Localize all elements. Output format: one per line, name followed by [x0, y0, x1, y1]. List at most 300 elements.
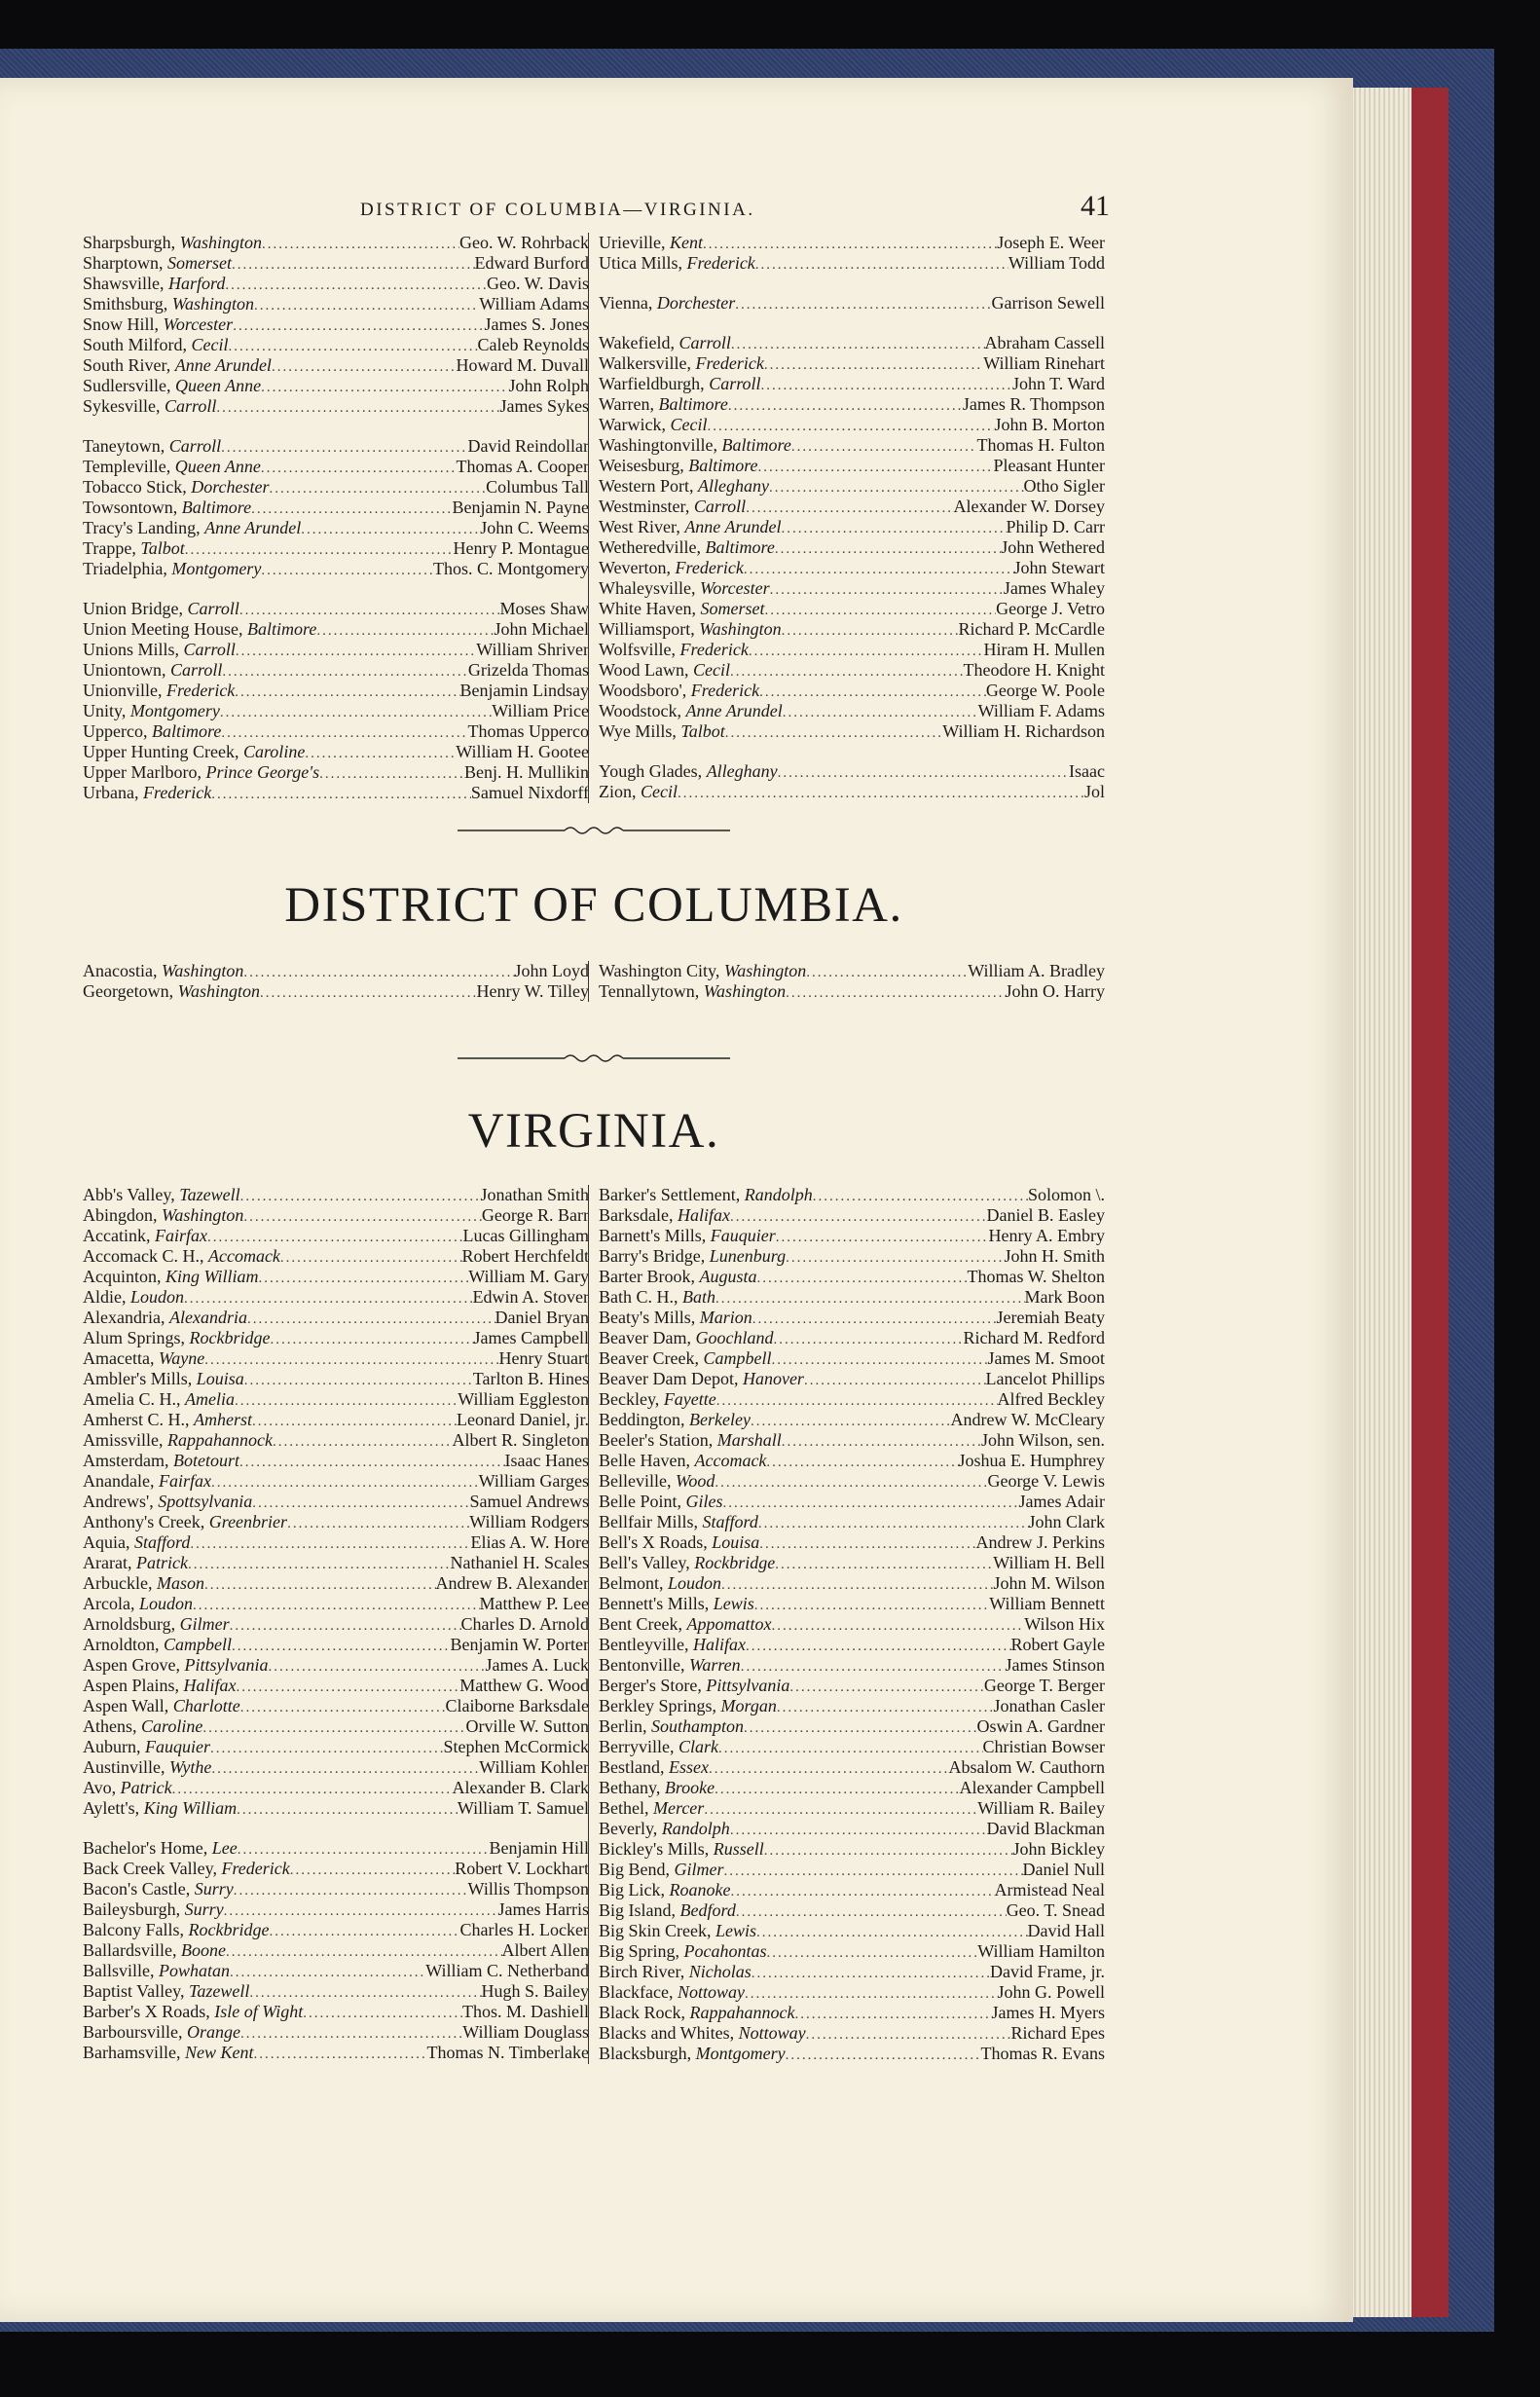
place-and-county — [599, 1982, 745, 2003]
dot-leader — [252, 1412, 457, 1430]
dot-leader — [239, 1453, 505, 1471]
postmaster-name: James H. Myers — [991, 2003, 1105, 2022]
postmaster-name: Jeremiah Beaty — [996, 1308, 1105, 1327]
post-office-entry — [599, 1471, 1105, 1492]
place-and-county — [599, 1492, 723, 1512]
place-name: Unions Mills, — [83, 640, 180, 659]
place-and-county — [83, 783, 211, 803]
place-and-county — [599, 394, 728, 415]
post-office-entry — [83, 599, 589, 619]
place-and-county — [83, 314, 233, 335]
county-name: Dorchester — [656, 293, 736, 313]
place-and-county — [83, 1471, 211, 1492]
county-name: Cecil — [191, 335, 229, 354]
county-name: Frederick — [166, 681, 236, 700]
place-name: Big Skin Creek, — [599, 1921, 712, 1940]
post-office-entry — [599, 1737, 1105, 1757]
place-and-county — [83, 1655, 268, 1676]
place-name: Bell's X Roads, — [599, 1532, 708, 1552]
place-and-county — [599, 1205, 730, 1226]
post-office-entry — [83, 2002, 589, 2022]
dot-leader — [211, 785, 471, 803]
postmaster-name: William H. Richardson — [942, 721, 1105, 741]
place-and-county — [83, 294, 254, 314]
dot-leader — [259, 1269, 469, 1287]
post-office-entry — [599, 1921, 1105, 1941]
section-gap — [599, 313, 1105, 333]
post-office-entry — [599, 2003, 1105, 2023]
post-office-entry — [599, 1532, 1105, 1553]
county-name: Fairfax — [158, 1471, 211, 1491]
postmaster-name: John B. Morton — [994, 415, 1105, 434]
dot-leader — [769, 478, 1023, 497]
post-office-entry — [599, 537, 1105, 558]
place-and-county — [83, 396, 216, 417]
place-name: Beckley, — [599, 1389, 660, 1409]
post-office-entry — [599, 961, 1105, 981]
post-office-entry — [83, 1838, 589, 1859]
county-name: Loudon — [130, 1287, 185, 1307]
dot-leader — [716, 1391, 998, 1410]
place-and-county — [599, 1553, 775, 1573]
post-office-entry — [83, 396, 589, 417]
county-name: Essex — [669, 1757, 709, 1777]
place-name: Union Meeting House, — [83, 619, 243, 639]
column-left — [83, 1185, 589, 2064]
post-office-entry — [599, 293, 1105, 313]
place-and-county — [599, 517, 781, 537]
dot-leader — [715, 1780, 959, 1798]
place-and-county — [599, 1308, 752, 1328]
place-name: Vienna, — [599, 293, 653, 313]
place-name: Ballardsville, — [83, 1940, 177, 1960]
place-and-county — [599, 415, 708, 435]
post-office-entry — [599, 1369, 1105, 1389]
dot-leader — [290, 1861, 455, 1879]
post-office-entry — [599, 640, 1105, 660]
postmaster-name: Hiram H. Mullen — [983, 640, 1105, 659]
county-name: Goochland — [695, 1328, 774, 1347]
place-name: Utica Mills, — [599, 253, 682, 273]
place-and-county — [599, 1287, 715, 1308]
post-office-entry — [83, 1798, 589, 1819]
postmaster-name: James M. Smoot — [987, 1348, 1105, 1368]
place-name: Wakefield, — [599, 333, 676, 352]
dot-leader — [234, 1881, 468, 1899]
place-name: Big Bend, — [599, 1860, 671, 1879]
post-office-entry — [83, 355, 589, 376]
dot-leader — [755, 255, 1008, 274]
place-name: Barber's X Roads, — [83, 2002, 210, 2021]
section-gap — [599, 742, 1105, 761]
postmaster-name: Daniel B. Easley — [986, 1205, 1105, 1225]
place-name: Bennett's Mills, — [599, 1594, 710, 1613]
place-and-county — [599, 1860, 724, 1880]
place-name: Upper Marlboro, — [83, 762, 202, 782]
dot-leader — [190, 1534, 470, 1553]
dc-listing — [83, 961, 1105, 1002]
postmaster-name: David Hall — [1027, 1921, 1105, 1940]
dot-leader — [244, 1371, 473, 1389]
postmaster-name: John Stewart — [1013, 558, 1105, 577]
postmaster-name: Philip D. Carr — [1006, 517, 1105, 536]
place-and-county — [83, 1267, 259, 1287]
postmaster-name: Caleb Reynolds — [477, 335, 589, 354]
county-name: Washington — [161, 961, 244, 980]
dot-leader — [761, 376, 1012, 394]
postmaster-name: Claiborne Barksdale — [445, 1696, 589, 1715]
county-name: Giles — [685, 1492, 723, 1511]
place-name: Barksdale, — [599, 1205, 674, 1225]
dot-leader — [724, 1862, 1023, 1880]
county-name: King William — [165, 1267, 259, 1286]
place-name: Amherst C. H., — [83, 1410, 190, 1429]
postmaster-name: James Whaley — [1003, 578, 1105, 598]
place-name: Berryville, — [599, 1737, 675, 1756]
post-office-entry — [599, 1696, 1105, 1716]
post-office-entry — [83, 233, 589, 253]
place-name: Abb's Valley, — [83, 1185, 175, 1204]
postmaster-name: Thomas Upperco — [467, 721, 589, 741]
post-office-entry — [599, 1246, 1105, 1267]
place-name: Anacostia, — [83, 961, 158, 980]
post-office-entry — [599, 233, 1105, 253]
postmaster-name: Isaac — [1069, 761, 1105, 781]
postmaster-name: William A. Bradley — [968, 961, 1105, 980]
postmaster-name: Samuel Nixdorff — [470, 783, 589, 802]
dot-leader — [746, 498, 953, 517]
post-office-entry — [83, 981, 589, 1002]
dot-leader — [233, 316, 484, 335]
dot-leader — [721, 1575, 994, 1594]
county-name: Carroll — [693, 497, 747, 516]
place-and-county — [83, 619, 316, 640]
dot-leader — [202, 1718, 465, 1737]
place-name: Sharptown, — [83, 253, 164, 273]
maryland-listing — [83, 233, 1105, 803]
post-office-entry — [83, 1859, 589, 1879]
place-and-county — [599, 1532, 759, 1553]
postmaster-name: Mark Boon — [1024, 1287, 1105, 1307]
postmaster-name: Alexander W. Dorsey — [953, 497, 1105, 516]
dot-leader — [715, 1473, 987, 1492]
postmaster-name: Nathaniel H. Scales — [450, 1553, 589, 1572]
section-title-dc: DISTRICT OF COLUMBIA. — [284, 878, 903, 933]
dot-leader — [744, 1718, 977, 1737]
place-and-county — [83, 1838, 238, 1859]
place-name: Bethany, — [599, 1778, 661, 1797]
place-and-county — [83, 961, 243, 981]
place-name: Accomack C. H., — [83, 1246, 204, 1266]
dot-leader — [773, 1330, 963, 1348]
post-office-entry — [599, 1880, 1105, 1900]
post-office-entry — [599, 374, 1105, 394]
postmaster-name: Benjamin W. Porter — [450, 1635, 589, 1654]
post-office-entry — [599, 578, 1105, 599]
place-and-county — [83, 1859, 290, 1879]
place-and-county — [599, 701, 783, 721]
place-and-county — [599, 253, 755, 274]
postmaster-name: John Bickley — [1012, 1839, 1105, 1859]
place-name: Arcola, — [83, 1594, 135, 1613]
place-and-county — [599, 761, 778, 782]
county-name: Rockbridge — [188, 1920, 270, 1939]
county-name: Alexandria — [168, 1308, 247, 1327]
place-and-county — [83, 599, 239, 619]
county-name: Stafford — [134, 1532, 191, 1552]
county-name: Pocahontas — [683, 1941, 767, 1961]
place-and-county — [83, 1369, 244, 1389]
place-name: Upperco, — [83, 721, 148, 741]
post-office-entry — [599, 1900, 1105, 1921]
dot-leader — [751, 1412, 951, 1430]
county-name: Powhatan — [159, 1961, 231, 1980]
dot-leader — [273, 1432, 453, 1451]
post-office-entry — [83, 1287, 589, 1308]
place-name: West River, — [599, 517, 680, 536]
place-and-county — [599, 1328, 773, 1348]
place-name: Back Creek Valley, — [83, 1859, 217, 1878]
place-name: Ararat, — [83, 1553, 132, 1572]
dot-leader — [239, 601, 500, 619]
place-and-county — [83, 1430, 273, 1451]
county-name: Halifax — [677, 1205, 730, 1225]
place-name: Weisesburg, — [599, 456, 684, 475]
dot-leader — [254, 296, 479, 314]
post-office-entry — [599, 2044, 1105, 2064]
postmaster-name: Robert Gayle — [1010, 1635, 1105, 1654]
place-name: Andrews', — [83, 1492, 154, 1511]
dot-leader — [777, 1698, 994, 1716]
post-office-entry — [83, 783, 589, 803]
county-name: Prince George's — [205, 762, 320, 782]
county-name: Campbell — [164, 1635, 232, 1654]
postmaster-name: Benjamin N. Payne — [452, 498, 589, 517]
county-name: Washington — [699, 619, 782, 639]
post-office-entry — [599, 1573, 1105, 1594]
place-and-county — [83, 1940, 226, 1961]
dot-leader — [261, 561, 433, 579]
column-rule — [588, 233, 589, 803]
place-and-county — [83, 2022, 240, 2043]
place-name: Big Spring, — [599, 1941, 680, 1961]
county-name: Somerset — [167, 253, 232, 273]
dot-leader — [249, 1983, 481, 2002]
place-name: Balcony Falls, — [83, 1920, 184, 1939]
dot-leader — [771, 1350, 987, 1369]
place-and-county — [83, 1492, 252, 1512]
post-office-entry — [83, 559, 589, 579]
postmaster-name: Benjamin Hill — [489, 1838, 589, 1858]
postmaster-name: Henry W. Tilley — [476, 981, 589, 1001]
post-office-entry — [83, 314, 589, 335]
post-office-entry — [83, 1185, 589, 1205]
county-name: Dorchester — [191, 477, 270, 497]
county-name: Campbell — [703, 1348, 772, 1368]
county-name: Bedford — [679, 1900, 736, 1920]
place-and-county — [599, 456, 758, 476]
county-name: Carroll — [187, 599, 239, 618]
post-office-entry — [83, 436, 589, 457]
postmaster-name: Robert V. Lockhart — [455, 1859, 589, 1878]
post-office-entry — [83, 1553, 589, 1573]
county-name: Patrick — [135, 1553, 188, 1572]
county-name: Roanoke — [669, 1880, 731, 1899]
place-and-county — [83, 1696, 240, 1716]
post-office-entry — [599, 1635, 1105, 1655]
dot-leader — [270, 479, 487, 498]
place-name: Aspen Plains, — [83, 1676, 179, 1695]
county-name: Baltimore — [151, 721, 222, 741]
column-right — [599, 1185, 1105, 2064]
place-name: Zion, — [599, 782, 637, 801]
county-name: Cecil — [670, 415, 708, 434]
place-and-county — [599, 558, 744, 578]
place-name: South Milford, — [83, 335, 188, 354]
place-and-county — [599, 1410, 751, 1430]
place-and-county — [83, 1981, 249, 2002]
county-name: Louisa — [196, 1369, 244, 1388]
dot-leader — [221, 723, 467, 742]
place-name: Uniontown, — [83, 660, 166, 680]
county-name: Carroll — [165, 396, 217, 416]
place-and-county — [83, 1920, 269, 1940]
place-name: Amissville, — [83, 1430, 164, 1450]
post-office-entry — [83, 1471, 589, 1492]
place-and-county — [599, 1573, 721, 1594]
place-name: Bacon's Castle, — [83, 1879, 191, 1899]
place-name: Avo, — [83, 1778, 117, 1797]
county-name: Anne Arundel — [685, 701, 783, 720]
county-name: Lee — [211, 1838, 238, 1858]
place-name: Towsontown, — [83, 498, 178, 517]
page-number: 41 — [1081, 190, 1110, 222]
place-and-county — [599, 1941, 767, 1962]
postmaster-name: Stephen McCormick — [443, 1737, 589, 1756]
post-office-entry — [599, 1185, 1105, 1205]
postmaster-name: Albert Allen — [501, 1940, 589, 1960]
place-and-county — [599, 1635, 746, 1655]
post-office-entry — [83, 1614, 589, 1635]
place-name: Aspen Wall, — [83, 1696, 169, 1715]
post-office-entry — [599, 782, 1105, 802]
place-name: Amsterdam, — [83, 1451, 169, 1470]
post-office-entry — [83, 538, 589, 559]
place-name: Arnoldsburg, — [83, 1614, 176, 1634]
dot-leader — [764, 601, 996, 619]
dot-leader — [301, 520, 480, 538]
county-name: Nottoway — [738, 2023, 806, 2043]
postmaster-name: John T. Ward — [1011, 374, 1105, 393]
postmaster-name: William M. Gary — [468, 1267, 589, 1286]
postmaster-name: John Loyd — [514, 961, 589, 980]
post-office-entry — [599, 1982, 1105, 2003]
dot-leader — [172, 1780, 453, 1798]
postmaster-name: Thomas R. Evans — [980, 2044, 1105, 2063]
county-name: Loudon — [668, 1573, 722, 1593]
post-office-entry — [599, 1757, 1105, 1778]
postmaster-name: George R. Barr — [481, 1205, 589, 1225]
place-name: Athens, — [83, 1716, 137, 1736]
post-office-entry — [83, 1348, 589, 1369]
postmaster-name: Albert R. Singleton — [452, 1430, 589, 1450]
post-office-entry — [599, 1451, 1105, 1471]
place-and-county — [599, 1594, 754, 1614]
postmaster-name: Andrew B. Alexander — [435, 1573, 589, 1593]
postmaster-name: Andrew W. McCleary — [950, 1410, 1105, 1429]
place-name: Westminster, — [599, 497, 690, 516]
county-name: Tazewell — [179, 1185, 240, 1204]
county-name: Fauquier — [145, 1737, 210, 1756]
place-name: Arnoldton, — [83, 1635, 160, 1654]
postmaster-name: Matthew P. Lee — [479, 1594, 589, 1613]
postmaster-name: Lucas Gillingham — [462, 1226, 589, 1245]
dot-leader — [786, 2046, 981, 2064]
place-and-county — [599, 1819, 730, 1839]
post-office-entry — [599, 1492, 1105, 1512]
county-name: Louisa — [712, 1532, 760, 1552]
place-and-county — [83, 253, 232, 274]
place-name: Big Lick, — [599, 1880, 665, 1899]
postmaster-name: Henry Stuart — [498, 1348, 589, 1368]
postmaster-name: Leonard Daniel, jr. — [457, 1410, 589, 1429]
dot-leader — [775, 1555, 993, 1573]
county-name: Surry — [194, 1879, 234, 1899]
postmaster-name: Grizelda Thomas — [467, 660, 589, 680]
county-name: Spottsylvania — [158, 1492, 253, 1511]
dot-leader — [786, 1248, 1004, 1267]
postmaster-name: Isaac Hanes — [504, 1451, 589, 1470]
place-name: Beaver Dam Depot, — [599, 1369, 739, 1388]
place-name: Wye Mills, — [599, 721, 677, 741]
place-name: Bell's Valley, — [599, 1553, 690, 1572]
dot-leader — [220, 703, 492, 721]
county-name: Baltimore — [721, 435, 791, 455]
postmaster-name: John M. Wilson — [993, 1573, 1105, 1593]
place-name: Bentonville, — [599, 1655, 685, 1675]
postmaster-name: John Rolph — [508, 376, 589, 395]
post-office-entry — [599, 1716, 1105, 1737]
dot-leader — [232, 1637, 451, 1655]
postmaster-name: James A. Luck — [485, 1655, 589, 1675]
place-and-county — [599, 782, 678, 802]
place-and-county — [83, 1614, 230, 1635]
dot-leader — [319, 764, 464, 783]
place-and-county — [83, 335, 229, 355]
post-office-entry — [599, 1819, 1105, 1839]
postmaster-name: Benjamin Lindsay — [459, 681, 589, 700]
post-office-entry — [599, 681, 1105, 701]
place-name: Barter Brook, — [599, 1267, 695, 1286]
post-office-entry — [83, 701, 589, 721]
county-name: Anne Arundel — [174, 355, 272, 375]
postmaster-name: John Wilson, sen. — [981, 1430, 1105, 1450]
postmaster-name: Edward Burford — [474, 253, 589, 273]
dot-leader — [735, 295, 991, 313]
postmaster-name: Andrew J. Perkins — [975, 1532, 1105, 1552]
dot-leader — [221, 438, 467, 457]
running-header — [83, 190, 1110, 222]
postmaster-name: William Kohler — [479, 1757, 589, 1777]
place-name: Ballsville, — [83, 1961, 155, 1980]
county-name: Amherst — [194, 1410, 252, 1429]
dot-leader — [236, 642, 476, 660]
place-name: Sykesville, — [83, 396, 161, 416]
postmaster-name: William Rinehart — [983, 353, 1105, 373]
postmaster-name: William Eggleston — [458, 1389, 589, 1409]
county-name: Rockbridge — [189, 1328, 271, 1347]
dot-leader — [749, 642, 984, 660]
